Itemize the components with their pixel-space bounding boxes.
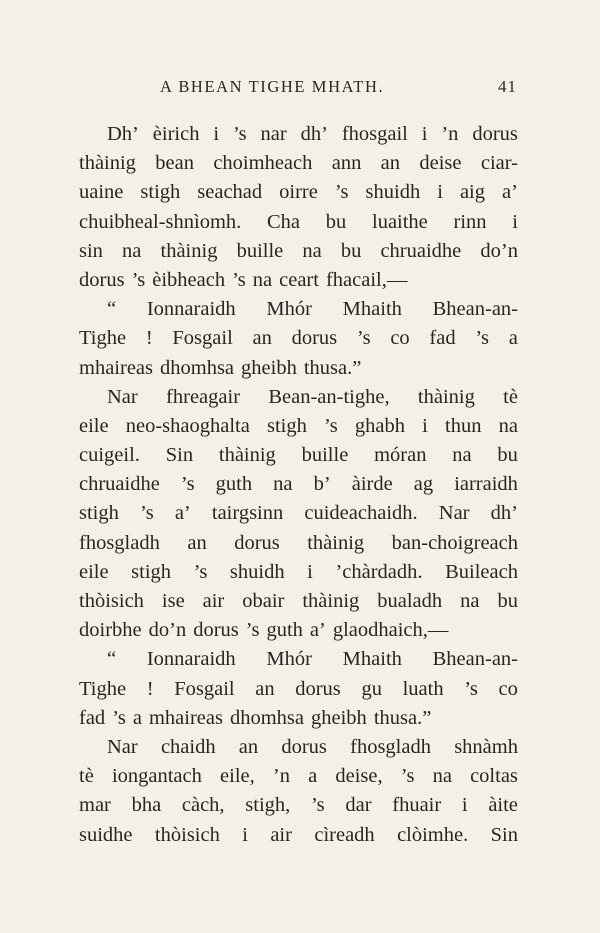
- text-line: fhosgladh an dorus thàinig ban-choigreach: [79, 531, 518, 554]
- running-title: A BHEAN TIGHE MHATH.: [160, 77, 385, 96]
- text-line: Tighe ! Fosgail an dorus ’s co fad ’s a: [79, 327, 518, 350]
- text-line: Nar fhreagair Bean-an-tighe, thàinig tè: [107, 385, 518, 408]
- text-line: mar bha càch, stigh, ’s dar fhuair i àite: [79, 794, 518, 817]
- text-line: chuibheal-shnìomh. Cha bu luaithe rinn i: [79, 210, 518, 233]
- text-line: Dh’ èirich i ’s nar dh’ fhosgail i ’n dorus: [107, 123, 518, 145]
- text-line: mhaireas dhomhsa gheibh thusa.”: [79, 356, 362, 379]
- text-line: fad ’s a mhaireas dhomhsa gheibh thusa.”: [79, 706, 432, 729]
- running-header: [0, 77, 600, 101]
- text-line: eile neo-shaoghalta stigh ’s ghabh i thun na: [79, 414, 518, 437]
- text-line: uaine stigh seachad oirre ’s shuidh i aig a’: [79, 181, 518, 204]
- text-line: eile stigh ’s shuidh i ’chàrdadh. Buileach: [79, 560, 518, 583]
- text-line: “ Ionnaraidh Mhór Mhaith Bhean-an-: [107, 648, 518, 671]
- text-line: tè iongantach eile, ’n a deise, ’s na coltas: [79, 765, 518, 788]
- text-line: thàinig bean choimheach ann an deise ciar-: [79, 152, 518, 175]
- text-line: “ Ionnaraidh Mhór Mhaith Bhean-an-: [107, 298, 518, 321]
- page-number: 41: [498, 77, 517, 96]
- text-line: suidhe thòisich i air cìreadh clòimhe. Sin: [79, 823, 518, 846]
- text-line: stigh ’s a’ tairgsinn cuideachaidh. Nar dh’: [79, 502, 518, 525]
- text-line: dorus ’s èibheach ’s na ceart fhacail,—: [79, 268, 408, 291]
- text-line: doirbhe do’n dorus ’s guth a’ glaodhaich,—: [79, 619, 449, 642]
- text-line: sin na thàinig buille na bu chruaidhe do’n: [79, 239, 518, 262]
- text-line: Nar chaidh an dorus fhosgladh shnàmh: [107, 735, 518, 758]
- text-line: cuigeil. Sin thàinig buille móran na bu: [79, 444, 518, 467]
- text-line: Tighe ! Fosgail an dorus gu luath ’s co: [79, 677, 518, 700]
- text-line: thòisich ise air obair thàinig bualadh na bu: [79, 590, 518, 612]
- text-line: chruaidhe ’s guth na b’ àirde ag iarraidh: [79, 473, 518, 496]
- body-text: [79, 120, 518, 850]
